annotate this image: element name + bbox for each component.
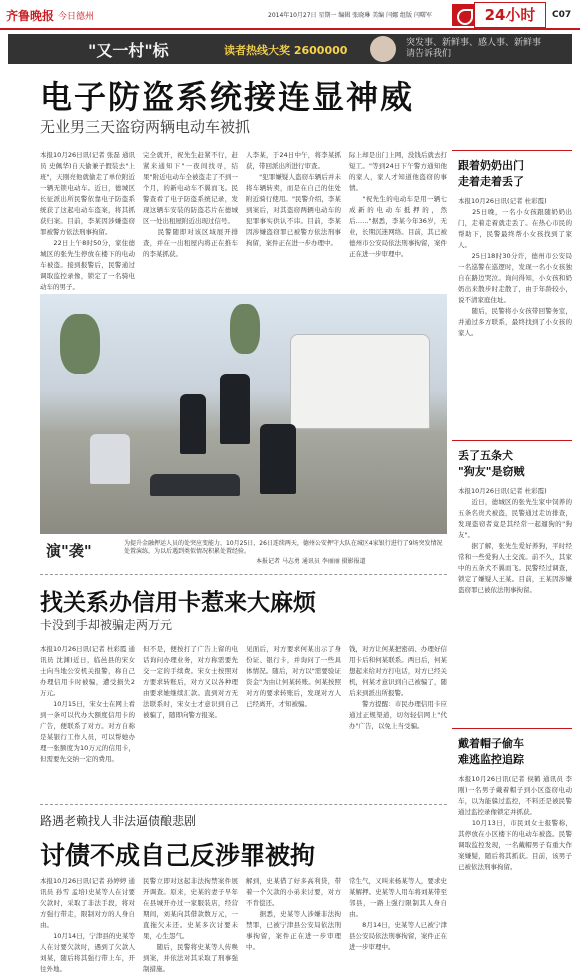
avatar	[370, 36, 396, 62]
sidebar-rule	[452, 150, 572, 151]
subhead-credit-card: 卡没到手却被骗走两万元	[40, 618, 173, 632]
divider	[40, 574, 447, 575]
sidebar-body-hat: 本报10月26日讯(记者 侯鹤 通讯员 李刚)一名男子戴着帽子到小区盗窃电动车，以为能躲过监控，不料还是被民警通过监控录像锁定并抓获。 10月13日，市民刘女士报警称，其停放在小区楼下的电动车被盗。民警调取监控发现，一名戴帽男子有重大作案嫌疑，随后将其抓获。目前，该男子已被依法刑事拘留。	[458, 775, 572, 871]
headline-credit-card: 找关系办信用卡惹来大麻烦	[40, 590, 316, 616]
headline-debt: 讨债不成自己反涉罪被拘	[40, 841, 316, 870]
page-code: C07	[552, 10, 572, 20]
ad-hotline: 读者热线大奖 2600000	[224, 44, 348, 57]
sidebar-rule	[452, 440, 572, 441]
ad-title: "又一村"标	[88, 41, 169, 60]
photo-label: 演"袭"	[46, 542, 92, 560]
kicker-debt: 路遇老赖找人非法逼债酿悲剧	[40, 814, 197, 828]
ad-banner	[8, 34, 572, 64]
photo-credit: 本报记者 马志勇 通讯员 李丽丽 摄影报道	[256, 558, 366, 565]
sidebar-body-dogs: 本报10月26日讯(记者 杜彩霞) 近日，德城区的张先生家中饲养的五条名贵犬被盗，民警通过走访排查，发现盗窃者竟是其经常一起遛狗的"狗友"。 据了解，张先生爱好养狗，平时经常和一些爱狗人士交流。前不久，其家中的五条犬不翼而飞。民警经过调查，锁定了嫌疑人王某。目前，王某因涉嫌盗窃罪已被依法刑事拘留。	[458, 487, 572, 594]
article2-col4: 钱，对方让何某把密码、办理好信用卡后和何某联系。两日后，何某想起来给对方打电话，对方已经关机，何某才意识到自己被骗了，随后来到派出所报警。 警方提醒：市民办理信用卡应通过正规渠道，切勿轻信网上"代办"广告，以免上当受骗。	[349, 645, 447, 730]
article3-col2: 民警立即对这起非法拘禁案件展开调查。原来，史某的妻子早年在县城开办过一家服装店，经营期间，刘某向其借款数万元，一直拖欠未还。史某多次讨要未果，心生怨气。 随后，民警将史某等人传唤到案，并依法对其采取了刑事强制措施。	[143, 877, 238, 973]
article2-col2: 但不是，便按打了广告上留的电话询问办理业务，对方称需要先交一定的手续费。宋女士按照对方要求转账后，对方又以各种理由要求她继续汇款。直到对方无法联系时，宋女士才意识到自己被骗了，随即向警方报案。	[143, 645, 238, 719]
ad-text: 突发事、新鲜事、感人事、新鲜事 请告诉我们	[406, 38, 542, 59]
article3-col4: 常生气，又叫来杨某等人，要求史某解押。史某等人用车将刘某带至邻县，一路上强行限制其人身自由。 8月14日，史某等人已被宁津县公安局依法刑事拘留，案件正在进一步审理中。	[349, 877, 447, 951]
article3-col1: 本报10月26日讯(记者 孙婷婷 通讯员 孙雪 孟培)史某等人在讨要欠款时，采取了非法手段，将对方强行带走，限制对方的人身自由。 10月14日，宁津县的史某等人在讨要欠款时，遇到了欠款人刘某，随后将其强行带上车，开往外地。	[40, 877, 135, 973]
bird-icon	[452, 4, 474, 26]
sidebar-headline-hat: 戴着帽子偷车 难逃监控追踪	[458, 737, 524, 766]
article1-col4: 际上却是出门上网，没钱后就去打短工。"等到24日下午警方通知他的家人，家人才知道他盗窃的事情。 "祝先生的电动车是用一辆七成新的电动车抵押的，然后……"据悉，李某今年36岁，无业，长期沉迷网络。目前，其已被德州市公安局依法刑事拘留，案件正在进一步审理中。	[349, 151, 447, 258]
article3-col3: 解到，史某借了好多高利贷，带着一个欠款的小弟来讨要，对方不肯偿还。 据悉，史某等人涉嫌非法拘禁罪，已被宁津县公安局依法刑事拘留，案件正在进一步审理中。	[246, 877, 341, 951]
article2-col1: 本报10月26日讯(记者 杜彩霞 通讯员 沈渊)近日，临邑县的宋女士向当地公安机关报警，称自己办理信用卡时被骗，遭受损失2万元。 10月15日，宋女士在网上看到一条可以代办大额度信用卡的广告，便联系了对方。对方自称是某银行工作人员，可以帮她办理一张额度为10万元的信用卡，但需要先交纳一定的费用。	[40, 645, 135, 763]
bus-shape	[290, 334, 430, 429]
masthead	[0, 0, 580, 30]
article1-col3: 人李某，于24日中午，将李某抓获，带回派出所进行审查。 "犯罪嫌疑人盗窃车辆后并未将车辆转卖，而是在自己的住处附近骑行使用。"民警介绍，李某到案后，对其盗窃两辆电动车的犯罪事实供认不讳。目前，李某因涉嫌盗窃罪已被警方依法刑事拘留，案件正在进一步办理中。	[246, 151, 341, 247]
sidebar-headline-dogs: 丢了五条犬 "狗友"是窃贼	[458, 449, 525, 478]
subhead-anti-theft: 无业男三天盗窃两辆电动车被抓	[40, 118, 251, 136]
divider	[40, 804, 447, 805]
issue-info: 2014年10月27日 星期一 编辑 张晓琳 美编 闫娜 组版 闫曙军	[268, 12, 432, 19]
brand-sub: 今日德州	[58, 12, 95, 22]
article1-col1: 本报10月26日讯(记者 张磊 通讯员 史佩华)自天偷兼子假装去"上班"，天刚亮他就偷走了单位附近一辆无锁电动车。近日，德城区长征派出所民警依靠电子防盗系统获了这起电动车盗案，将其抓获归案。目前，李某因涉嫌盗窃罪被警方依法刑事拘留。 22日上午8时50分，家住德城区的张先生停放在楼下的电动车被盗。接到报警后，民警通过调取监控录像，锁定了一名骑电动车的男子。	[40, 151, 135, 291]
photo-caption: 为提升金融押运人员的处突应变能力，10月25日，26日连续两天，德州公安押守大队在城区4家银行进行了9场突发情况处置演练，为以后遇到类似情况积累处置经验。	[124, 540, 443, 555]
article1-col2: 完全就开，祝先生赶紧不行，赶紧来通知下"一夜间找寻，结果"附近电动车全被盗走了不到一个月，的新电动车不翼而飞。民警查看了电子防盗系统记录，发现这辆车安装的防盗芯片在德城区一处出租屋附近出现过信号。 民警随即对该区域展开排查，并在一出租屋内将正在推车的李某抓获。	[143, 151, 238, 258]
brand-logo: 齐鲁晚报	[6, 9, 55, 23]
sidebar-headline-grandma: 跟着奶奶出门 走着走着丢了	[458, 159, 524, 188]
sidebar-rule	[452, 728, 572, 729]
sidebar-body-grandma: 本报10月26日讯(记者 杜彩霞) 25日晚，一名小女孩跟随奶奶出门，走着走着就走丢了。在热心市民的帮助下，民警最终帮小女孩找到了家人。 25日18时30分许，德州市公安局一名巡警在巡逻时，发现一名小女孩独自在路边哭泣。询问得知，小女孩和奶奶出来散步时走散了，由于年龄较小，说不清家庭住址。 随后，民警将小女孩带回警务室，并通过多方联系，最终找到了小女孩的家人。	[458, 197, 572, 337]
article2-col3: 见面后，对方要求何某出示了身份证、银行卡，并询问了一些具体情况。随后，对方以"需要验证资金"为由让何某转账。何某按照对方的要求转账后，发现对方人已经离开，才知被骗。	[246, 645, 341, 708]
headline-anti-theft: 电子防盗系统接连显神威	[40, 78, 415, 116]
section-tab: 24小时	[474, 2, 546, 28]
